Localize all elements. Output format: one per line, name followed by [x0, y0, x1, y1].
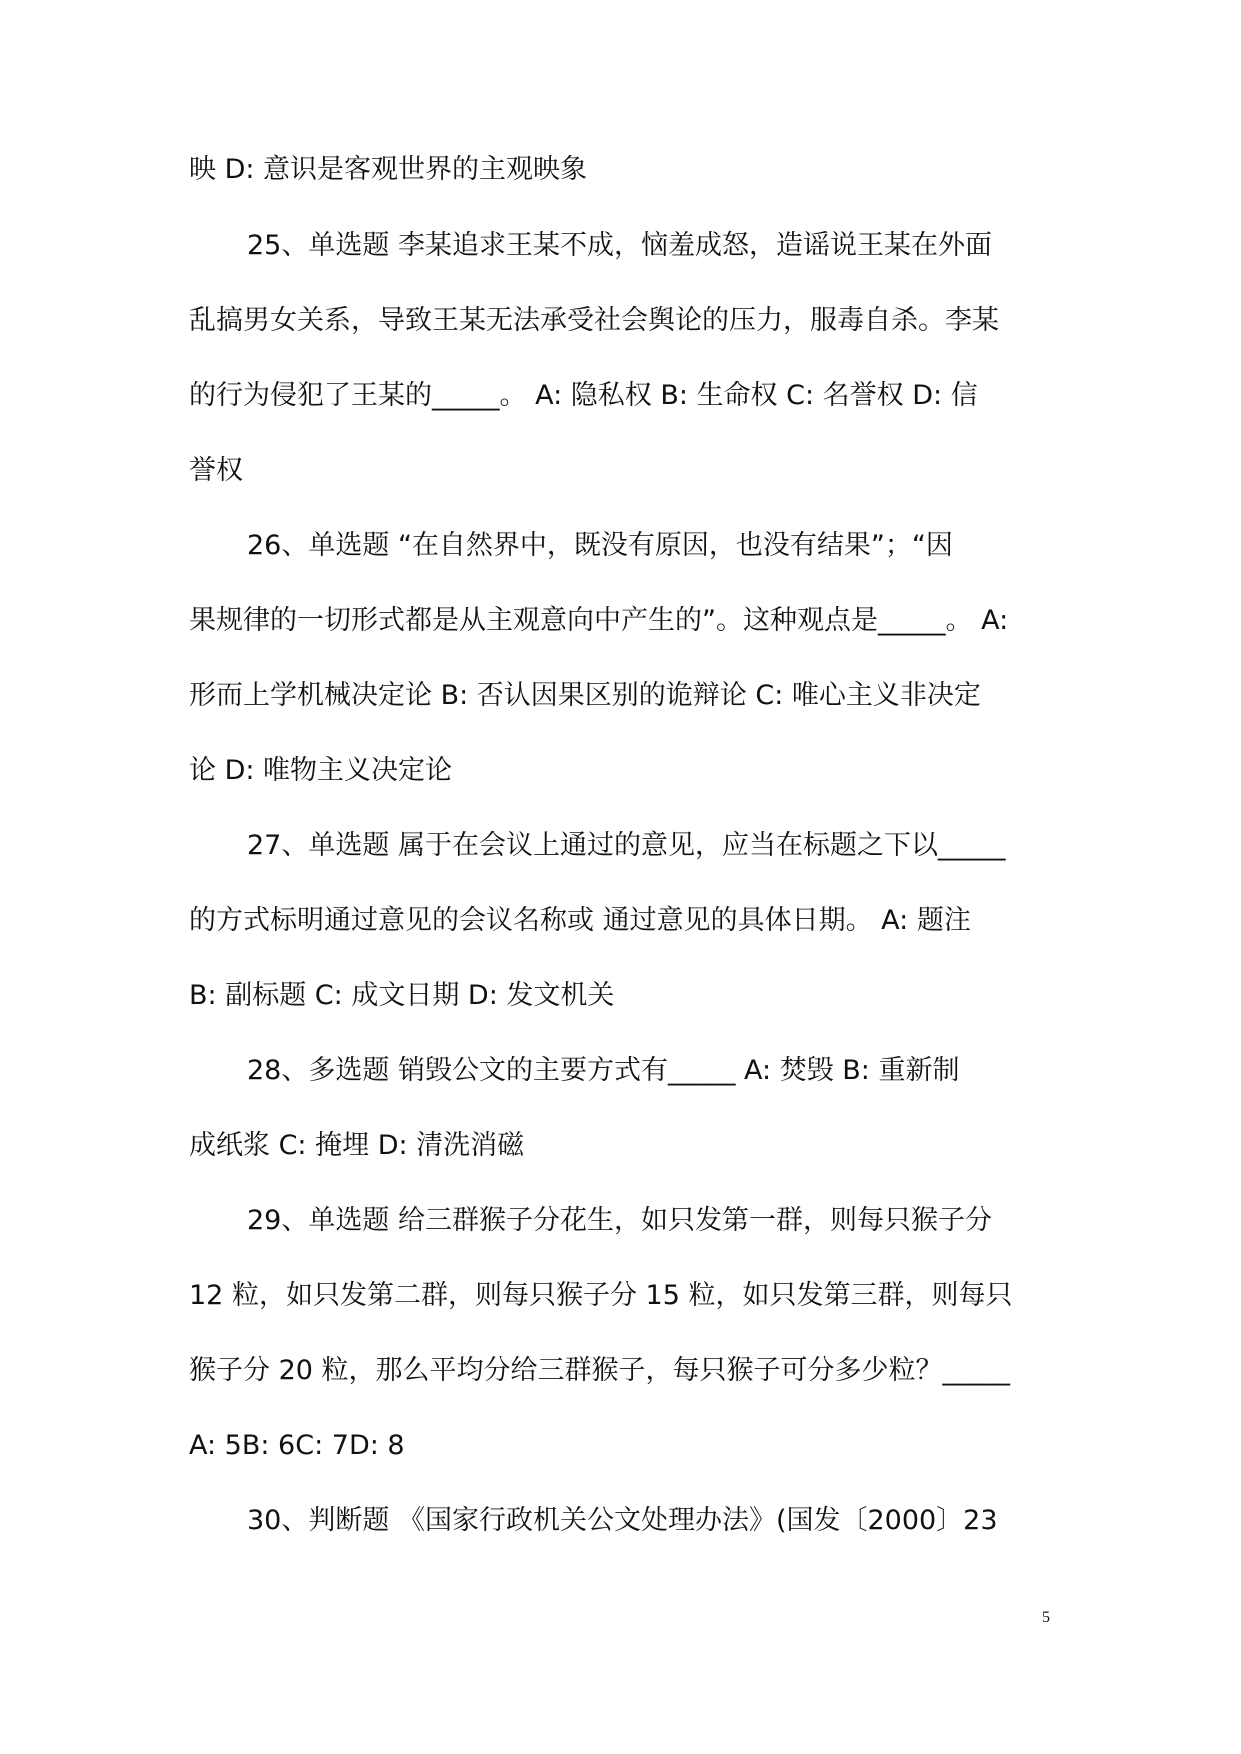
text-line-q26-options-cont: 论 D: 唯物主义决定论	[189, 755, 453, 786]
text-line-q25-options: 的行为侵犯了王某的_____。 A: 隐私权 B: 生命权 C: 名誉权 D: 信	[189, 380, 978, 411]
text-line-q30-stem: 30、判断题 《国家行政机关公文处理办法》(国发〔2000〕23	[247, 1505, 998, 1536]
text-line-q26-stem: 26、单选题 “在自然界中，既没有原因，也没有结果”；“因	[247, 530, 953, 561]
text-line-q27-stem-cont: 的方式标明通过意见的会议名称或 通过意见的具体日期。 A: 题注	[189, 905, 971, 936]
page-number: 5	[1042, 1609, 1050, 1626]
text-line-q25-stem-cont: 乱搞男女关系，导致王某无法承受社会舆论的压力，服毒自杀。李某	[189, 305, 999, 336]
text-line-q29-stem-cont: 12 粒，如只发第二群，则每只猴子分 15 粒，如只发第三群，则每只	[189, 1280, 1013, 1311]
text-line-q27-stem: 27、单选题 属于在会议上通过的意见，应当在标题之下以_____	[247, 830, 1006, 861]
text-line-q26-options: 形而上学机械决定论 B: 否认因果区别的诡辩论 C: 唯心主义非决定	[189, 680, 981, 711]
text-line-q28-options: 成纸浆 C: 掩埋 D: 清洗消磁	[189, 1130, 525, 1161]
text-line-q25-options-cont: 誉权	[189, 455, 243, 486]
text-line-q24-option-d: 映 D: 意识是客观世界的主观映象	[189, 154, 588, 185]
text-line-q29-options: A: 5B: 6C: 7D: 8	[189, 1430, 405, 1461]
text-line-q28-stem: 28、多选题 销毁公文的主要方式有_____ A: 焚毁 B: 重新制	[247, 1055, 960, 1086]
text-line-q25-stem: 25、单选题 李某追求王某不成，恼羞成怒，造谣说王某在外面	[247, 230, 992, 261]
text-line-q29-stem: 29、单选题 给三群猴子分花生，如只发第一群，则每只猴子分	[247, 1205, 992, 1236]
text-line-q26-stem-cont: 果规律的一切形式都是从主观意向中产生的”。这种观点是_____。 A:	[189, 605, 1009, 636]
text-line-q27-options: B: 副标题 C: 成文日期 D: 发文机关	[189, 980, 615, 1011]
text-line-q29-stem-cont2: 猴子分 20 粒，那么平均分给三群猴子，每只猴子可分多少粒？_____	[189, 1355, 1011, 1386]
